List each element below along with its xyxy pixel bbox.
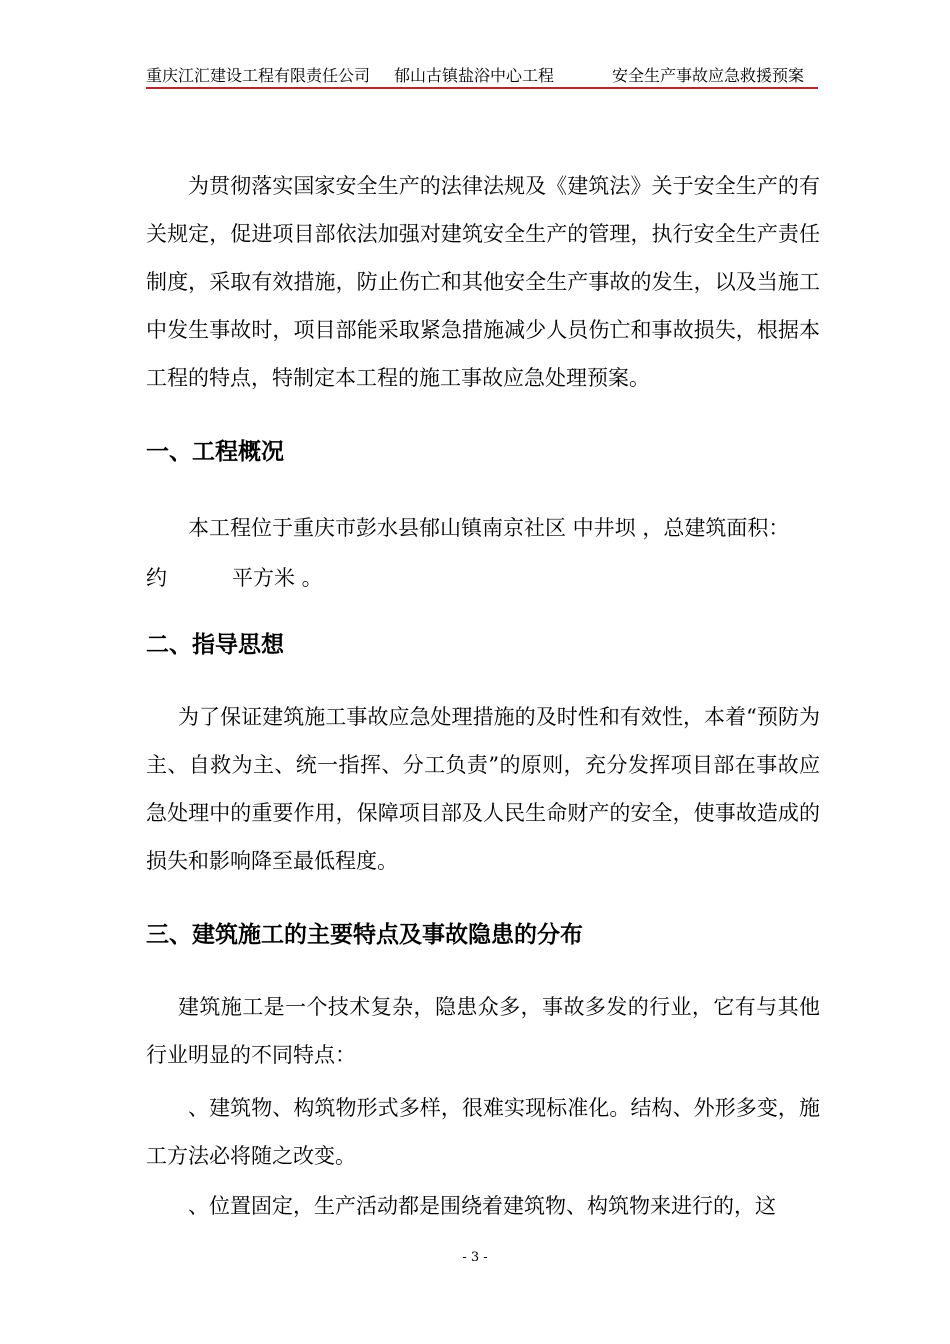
section-3-item-1: 、建筑物、构筑物形式多样，很难实现标准化。结构、外形多变，施工方法必将随之改变。: [146, 1096, 820, 1168]
section-1-line-1: 本工程位于重庆市彭水县郁山镇南京社区 中井坝 ，总建筑面积：: [188, 516, 790, 540]
header-document-title: 安全生产事故应急救援预案: [612, 66, 805, 85]
section-2-heading: 二、指导思想: [146, 632, 284, 658]
section-1-line-2a: 约: [146, 566, 167, 590]
page-number: - 3 -: [462, 1250, 488, 1265]
section-1-line-2b: 平方米 。: [232, 566, 323, 590]
page-header: [146, 64, 818, 88]
header-project: 郁山古镇盐浴中心工程: [394, 66, 555, 85]
section-2-paragraph: 为了保证建筑施工事故应急处理措施的及时性和有效性，本着“预防为主、自救为主、统一指挥、分工负责”的原则，充分发挥项目部在事故应急处理中的重要作用，保障项目部及人民生命财产的安全，使事故造成的损失和影响降至最低程度。: [146, 705, 820, 873]
header-rule: [146, 87, 818, 89]
section-3-item-2: 、位置固定，生产活动都是围绕着建筑物、构筑物来进行的，这: [188, 1194, 776, 1218]
section-3-paragraph: 建筑施工是一个技术复杂，隐患众多，事故多发的行业，它有与其他行业明显的不同特点：: [146, 995, 820, 1067]
section-1-heading: 一、工程概况: [146, 439, 284, 465]
header-company: 重庆江汇建设工程有限责任公司: [146, 66, 371, 85]
section-3-heading: 三、建筑施工的主要特点及事故隐患的分布: [146, 922, 583, 948]
intro-paragraph: 为贯彻落实国家安全生产的法律法规及《建筑法》关于安全生产的有关规定，促进项目部依法加强对建筑安全生产的管理，执行安全生产责任制度，采取有效措施，防止伤亡和其他安全生产事故的发生，以及当施工中发生事故时，项目部能采取紧急措施减少人员伤亡和事故损失，根据本工程的特点，特制定本工程的施工事故应急处理预案。: [146, 174, 820, 390]
